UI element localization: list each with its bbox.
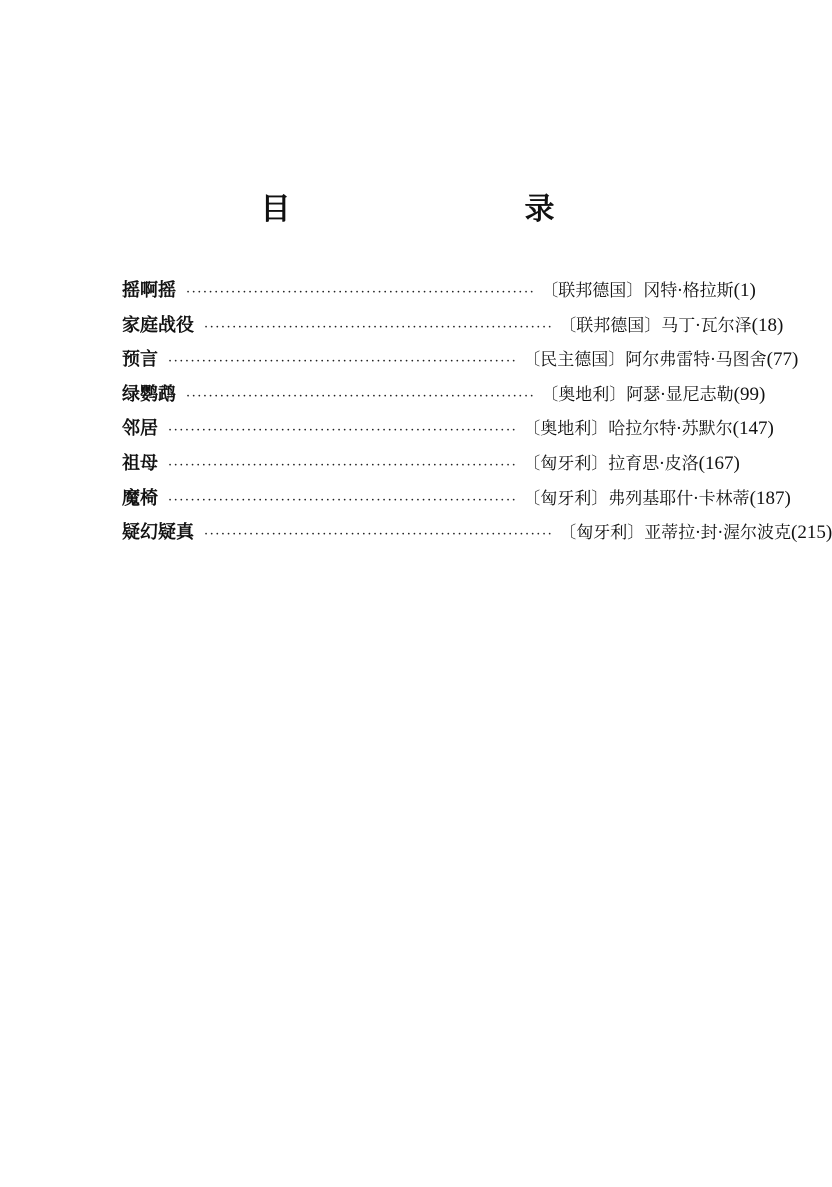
author: 〔匈牙利〕弗列基耶什·卡林蒂 (523, 488, 750, 509)
author: 〔奥地利〕阿瑟·显尼志勒 (541, 384, 734, 405)
toc-entry[interactable] (122, 311, 784, 346)
dot-leader: ······························································ (168, 423, 518, 439)
toc-entry[interactable] (122, 414, 774, 449)
story-title: 预言 (122, 349, 158, 371)
toc-entry[interactable] (122, 484, 791, 519)
story-title: 家庭战役 (122, 314, 194, 336)
dot-leader: ······························································ (204, 319, 554, 335)
page-title: 目 录 (260, 192, 613, 227)
toc-entry[interactable] (122, 276, 756, 311)
toc-entry[interactable] (122, 380, 766, 415)
table-of-contents (122, 276, 832, 553)
author: 〔联邦德国〕冈特·格拉斯 (541, 281, 734, 301)
story-title: 邻居 (122, 418, 158, 440)
toc-entry[interactable] (122, 518, 832, 553)
dot-leader: ······························································ (186, 388, 536, 404)
toc-entry[interactable] (122, 449, 740, 484)
author: 〔匈牙利〕拉育思·皮洛 (523, 453, 699, 474)
page-number: (215) (791, 522, 832, 544)
author: 〔联邦德国〕马丁·瓦尔泽 (559, 315, 752, 336)
story-title: 魔椅 (122, 487, 158, 509)
author: 〔奥地利〕哈拉尔特·苏默尔 (523, 419, 733, 440)
dot-leader: ······························································ (204, 527, 554, 543)
page-number: (99) (733, 383, 766, 405)
dot-leader: ······························································ (168, 492, 518, 508)
story-title: 绿鹦鹉 (122, 383, 176, 405)
author: 〔民主德国〕阿尔弗雷特·马图舍 (523, 350, 767, 371)
page-number: (1) (733, 280, 756, 301)
page-number: (18) (751, 314, 784, 336)
page-number: (147) (732, 418, 774, 440)
dot-leader: ······························································ (168, 457, 518, 473)
page-number: (167) (698, 452, 740, 474)
dot-leader: ······························································ (186, 285, 536, 300)
story-title: 疑幻疑真 (122, 522, 194, 544)
page-number: (77) (766, 349, 799, 371)
page-number: (187) (749, 487, 791, 509)
author: 〔匈牙利〕亚蒂拉·封·渥尔波克 (559, 523, 792, 544)
story-title: 祖母 (122, 452, 158, 474)
dot-leader: ······························································ (168, 354, 518, 370)
story-title: 摇啊摇 (122, 280, 176, 301)
toc-entry[interactable] (122, 345, 799, 380)
